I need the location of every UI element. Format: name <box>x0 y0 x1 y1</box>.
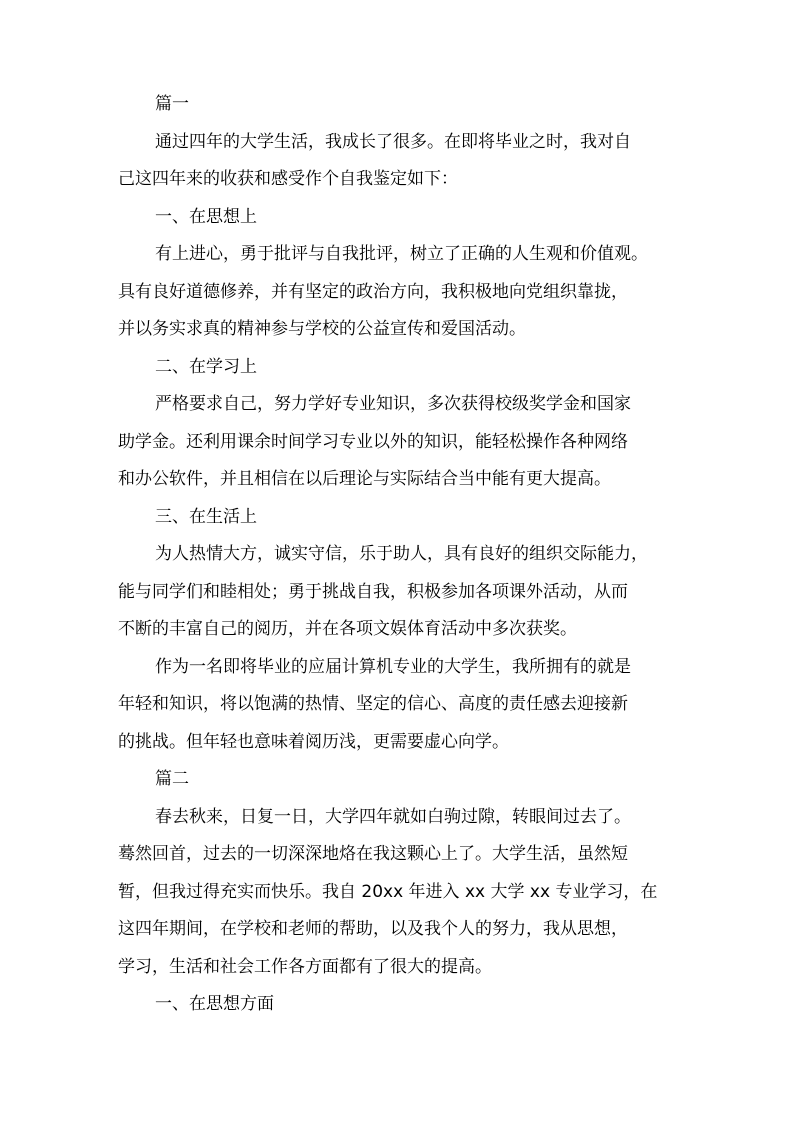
text-line: 暂，但我过得充实而快乐。我自 20xx 年进入 xx 大学 xx 专业学习，在 <box>118 881 658 902</box>
text-line: 这四年期间，在学校和老师的帮助，以及我个人的努力，我从思想， <box>118 919 628 939</box>
text-line: 能与同学们和睦相处；勇于挑战自我，积极参加各项课外活动，从而 <box>118 581 628 602</box>
text-line: 一、在思想方面 <box>155 994 274 1014</box>
text-line: 通过四年的大学生活，我成长了很多。在即将毕业之时，我对自 <box>155 131 631 152</box>
text-line: 篇二 <box>155 769 189 789</box>
text-line: 具有良好道德修养，并有坚定的政治方向，我积极地向党组织靠拢， <box>118 281 628 302</box>
text-line: 和办公软件，并且相信在以后理论与实际结合当中能有更大提高。 <box>118 469 611 489</box>
text-line: 有上进心，勇于批评与自我批评，树立了正确的人生观和价值观。 <box>155 244 648 264</box>
text-line: 助学金。还利用课余时间学习专业以外的知识，能轻松操作各种网络 <box>118 431 628 452</box>
text-line: 篇一 <box>155 94 189 114</box>
text-line: 二、在学习上 <box>155 356 257 377</box>
text-line: 作为一名即将毕业的应届计算机专业的大学生，我所拥有的就是 <box>155 656 631 677</box>
text-line: 的挑战。但年轻也意味着阅历浅，更需要虚心向学。 <box>118 731 509 752</box>
text-line: 三、在生活上 <box>155 506 257 527</box>
text-line: 一、在思想上 <box>155 206 257 227</box>
text-line: 不断的丰富自己的阅历，并在各项文娱体育活动中多次获奖。 <box>118 619 577 639</box>
text-line: 严格要求自己，努力学好专业知识，多次获得校级奖学金和国家 <box>155 394 631 414</box>
text-line: 学习，生活和社会工作各方面都有了很大的提高。 <box>118 956 492 977</box>
document-body <box>118 86 686 1024</box>
text-line: 己这四年来的收获和感受作个自我鉴定如下： <box>118 169 458 189</box>
text-line: 并以务实求真的精神参与学校的公益宣传和爱国活动。 <box>118 319 526 339</box>
text-line: 蓦然回首，过去的一切深深地烙在我这颗心上了。大学生活，虽然短 <box>118 844 628 864</box>
text-line: 年轻和知识，将以饱满的热情、坚定的信心、高度的责任感去迎接新 <box>118 694 628 714</box>
text-line: 春去秋来，日复一日，大学四年就如白驹过隙，转眼间过去了。 <box>155 806 631 827</box>
text-line: 为人热情大方，诚实守信，乐于助人，具有良好的组织交际能力， <box>155 544 648 564</box>
